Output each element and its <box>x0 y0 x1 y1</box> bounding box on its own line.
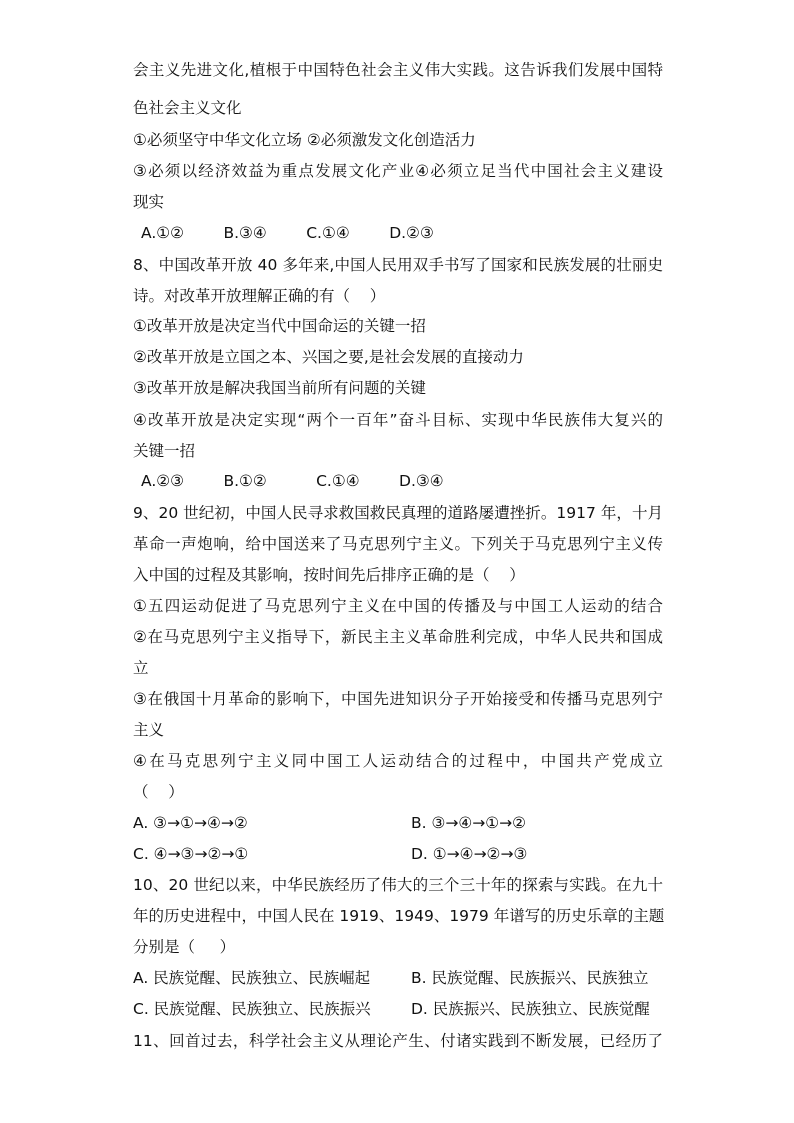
q8-statement-4-cont: 关键一招 <box>133 442 196 460</box>
q9-answer-bracket: （ ） <box>133 783 184 801</box>
q8-statement-2: ②改革开放是立国之本、兴国之要,是社会发展的直接动力 <box>133 348 524 366</box>
q10-option-b: B. 民族觉醒、民族振兴、民族独立 <box>411 969 649 987</box>
q7-statements-3-4-cont: 现实 <box>133 193 165 211</box>
q8-statement-3: ③改革开放是解决我国当前所有问题的关键 <box>133 379 426 397</box>
q10-stem-line2: 年的历史进程中，中国人民在 1919、1949、1979 年谱写的历史乐章的主题 <box>133 907 665 925</box>
q9-statement-3: ③在俄国十月革命的影响下，中国先进知识分子开始接受和传播马克思列宁 <box>133 690 663 708</box>
q8-options: A.②③ B.①② C.①④ D.③④ <box>141 472 444 490</box>
q9-statement-1: ①五四运动促进了马克思列宁主义在中国的传播及与中国工人运动的结合 <box>133 597 663 615</box>
q10-stem-line3: 分别是（ ） <box>133 938 236 956</box>
q10-stem-line1: 10、20 世纪以来，中华民族经历了伟大的三个三十年的探索与实践。在九十 <box>133 876 663 894</box>
q9-option-c: C. ④→③→②→① <box>133 845 249 863</box>
q7-options: A.①② B.③④ C.①④ D.②③ <box>141 224 434 242</box>
q7-text-line2: 色社会主义文化 <box>133 99 242 117</box>
q11-stem-line1: 11、回首过去，科学社会主义从理论产生、付诸实践到不断发展，已经历了 <box>133 1032 663 1050</box>
q8-statement-4: ④改革开放是决定实现“两个一百年”奋斗目标、实现中华民族伟大复兴的 <box>133 411 663 429</box>
q9-stem-line1: 9、20 世纪初，中国人民寻求救国救民真理的道路屡遭挫折。1917 年，十月 <box>133 504 663 522</box>
q9-statement-4: ④在马克思列宁主义同中国工人运动结合的过程中，中国共产党成立 <box>133 752 663 770</box>
q10-option-d: D. 民族振兴、民族独立、民族觉醒 <box>411 1000 650 1018</box>
q8-statement-1: ①改革开放是决定当代中国命运的关键一招 <box>133 317 426 335</box>
q10-option-c: C. 民族觉醒、民族独立、民族振兴 <box>133 1000 371 1018</box>
q8-stem-line1: 8、中国改革开放 40 多年来,中国人民用双手书写了国家和民族发展的壮丽史 <box>133 256 663 274</box>
q9-stem-line2: 革命一声炮响，给中国送来了马克思列宁主义。下列关于马克思列宁主义传 <box>133 535 663 553</box>
q10-option-a: A. 民族觉醒、民族独立、民族崛起 <box>133 969 371 987</box>
q9-option-b: B. ③→④→①→② <box>411 814 527 832</box>
q7-text-line1: 会主义先进文化,植根于中国特色社会主义伟大实践。这告诉我们发展中国特 <box>133 61 663 79</box>
q9-statement-2: ②在马克思列宁主义指导下，新民主主义革命胜利完成，中华人民共和国成 <box>133 628 663 646</box>
q7-statements-1-2: ①必须坚守中华文化立场 ②必须激发文化创造活力 <box>133 131 476 149</box>
q9-stem-line3: 入中国的过程及其影响，按时间先后排序正确的是（ ） <box>133 566 525 584</box>
q9-statement-2-cont: 立 <box>133 659 149 677</box>
q9-option-d: D. ①→④→②→③ <box>411 845 528 863</box>
q8-stem-line2: 诗。对改革开放理解正确的有（ ） <box>133 287 386 305</box>
q9-statement-3-cont: 主义 <box>133 721 165 739</box>
q9-option-a: A. ③→①→④→② <box>133 814 248 832</box>
q7-statements-3-4: ③必须以经济效益为重点发展文化产业④必须立足当代中国社会主义建设 <box>133 162 663 180</box>
